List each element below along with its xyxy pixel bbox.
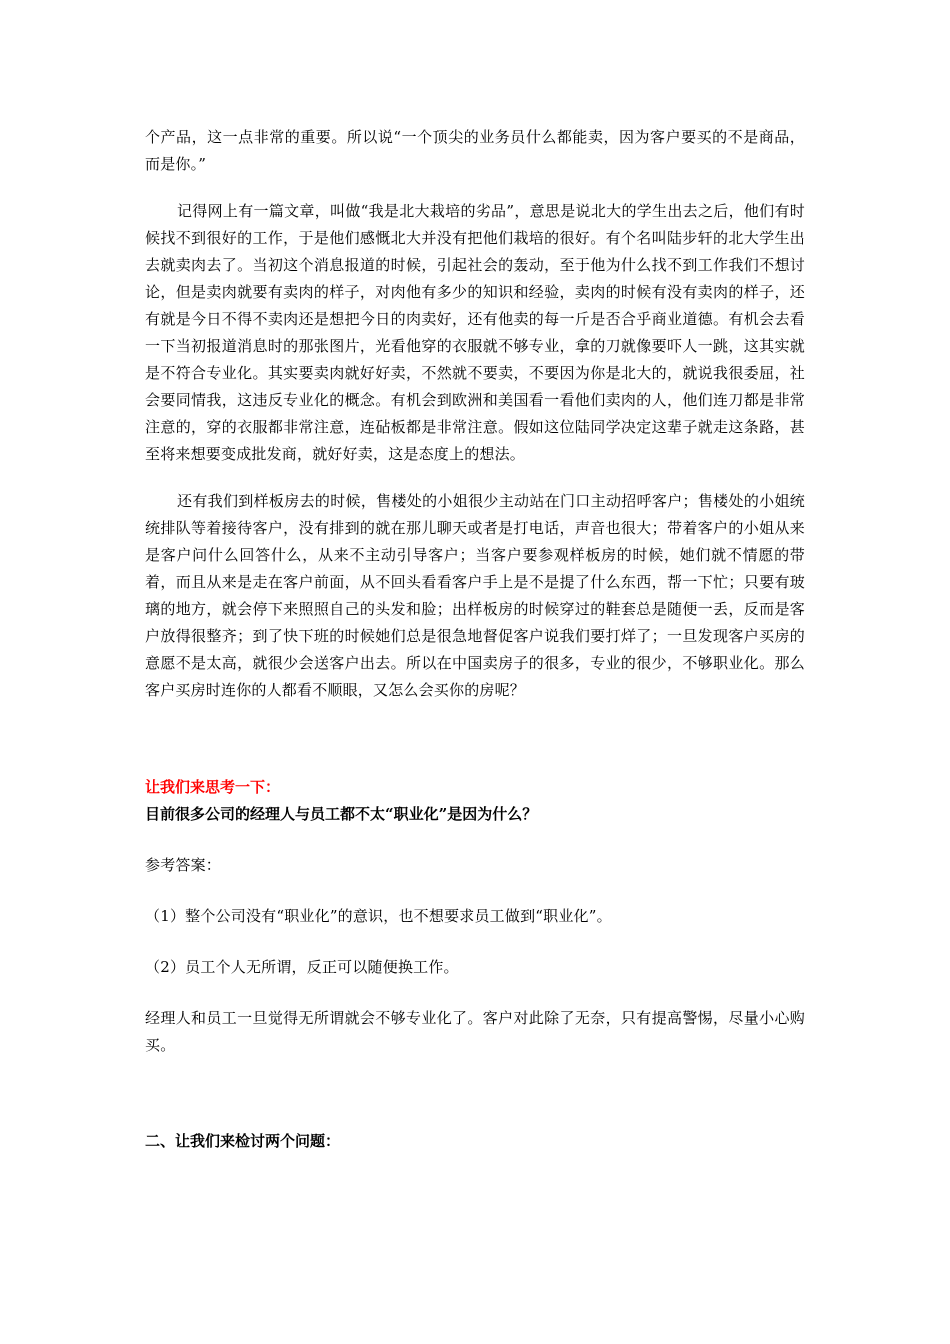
answer-item-2: （2）员工个人无所谓，反正可以随便换工作。	[145, 958, 459, 976]
think-question: 目前很多公司的经理人与员工都不太“职业化”是因为什么？	[145, 805, 538, 823]
paragraph-product-importance: 个产品，这一点非常的重要。所以说“一个顶尖的业务员什么都能卖，因为客户要买的不是商品，而是你。”	[145, 128, 805, 173]
answer-label: 参考答案：	[145, 856, 222, 874]
answer-conclusion: 经理人和员工一旦觉得无所谓就会不够专业化了。客户对此除了无奈，只有提高警惕，尽量小心购买。	[145, 1009, 805, 1054]
paragraph-peking-university-butcher: 记得网上有一篇文章，叫做“我是北大栽培的劣品”，意思是说北大的学生出去之后，他们有时候找不到很好的工作，于是他们感慨北大并没有把他们栽培的很好。有个名叫陆步轩的北大学生出去就卖肉去了。当初这个消息报道的时候，引起社会的轰动，至于他为什么找不到工作我们不想讨论，但是卖肉就要有卖肉的样子，对肉他有多少的知识和经验，卖肉的时候有没有卖肉的样子，还有就是今日不得不卖肉还是想把今日的肉卖好，还有他卖的每一斤是否合乎商业道德。有机会去看一下当初报道消息时的那张图片，光看他穿的衣服就不够专业，拿的刀就像要吓人一跳，这其实就是不符合专业化。其实要卖肉就好好卖，不然就不要卖，不要因为你是北大的，就说我很委屈，社会要同情我，这违反专业化的概念。有机会到欧洲和美国看一看他们卖肉的人，他们连刀都是非常注意的，穿的衣服都非常注意，连砧板都是非常注意。假如这位陆同学决定这辈子就走这条路，甚至将来想要变成批发商，就好好卖，这是态度上的想法。	[145, 202, 805, 463]
paragraph-model-home-sales: 还有我们到样板房去的时候，售楼处的小姐很少主动站在门口主动招呼客户；售楼处的小姐统统排队等着接待客户，没有排到的就在那儿聊天或者是打电话，声音也很大；带着客户的小姐从来是客户问什么回答什么，从来不主动引导客户；当客户要参观样板房的时候，她们就不情愿的带着，而且从来是走在客户前面，从不回头看看客户手上是不是提了什么东西，帮一下忙；只要有玻璃的地方，就会停下来照照自己的头发和脸；出样板房的时候穿过的鞋套总是随便一丢，反而是客户放得很整齐；到了快下班的时候她们总是很急地督促客户说我们要打烊了；一旦发现客户买房的意愿不是太高，就很少会送客户出去。所以在中国卖房子的很多，专业的很少，不够职业化。那么客户买房时连你的人都看不顺眼，又怎么会买你的房呢？	[145, 492, 805, 699]
section-2-heading: 二、让我们来检讨两个问题：	[145, 1132, 341, 1150]
think-heading: 让我们来思考一下：	[145, 778, 281, 796]
document-page	[145, 124, 805, 1155]
answer-item-1: （1）整个公司没有“职业化”的意识，也不想要求员工做到“职业化”。	[145, 907, 612, 925]
